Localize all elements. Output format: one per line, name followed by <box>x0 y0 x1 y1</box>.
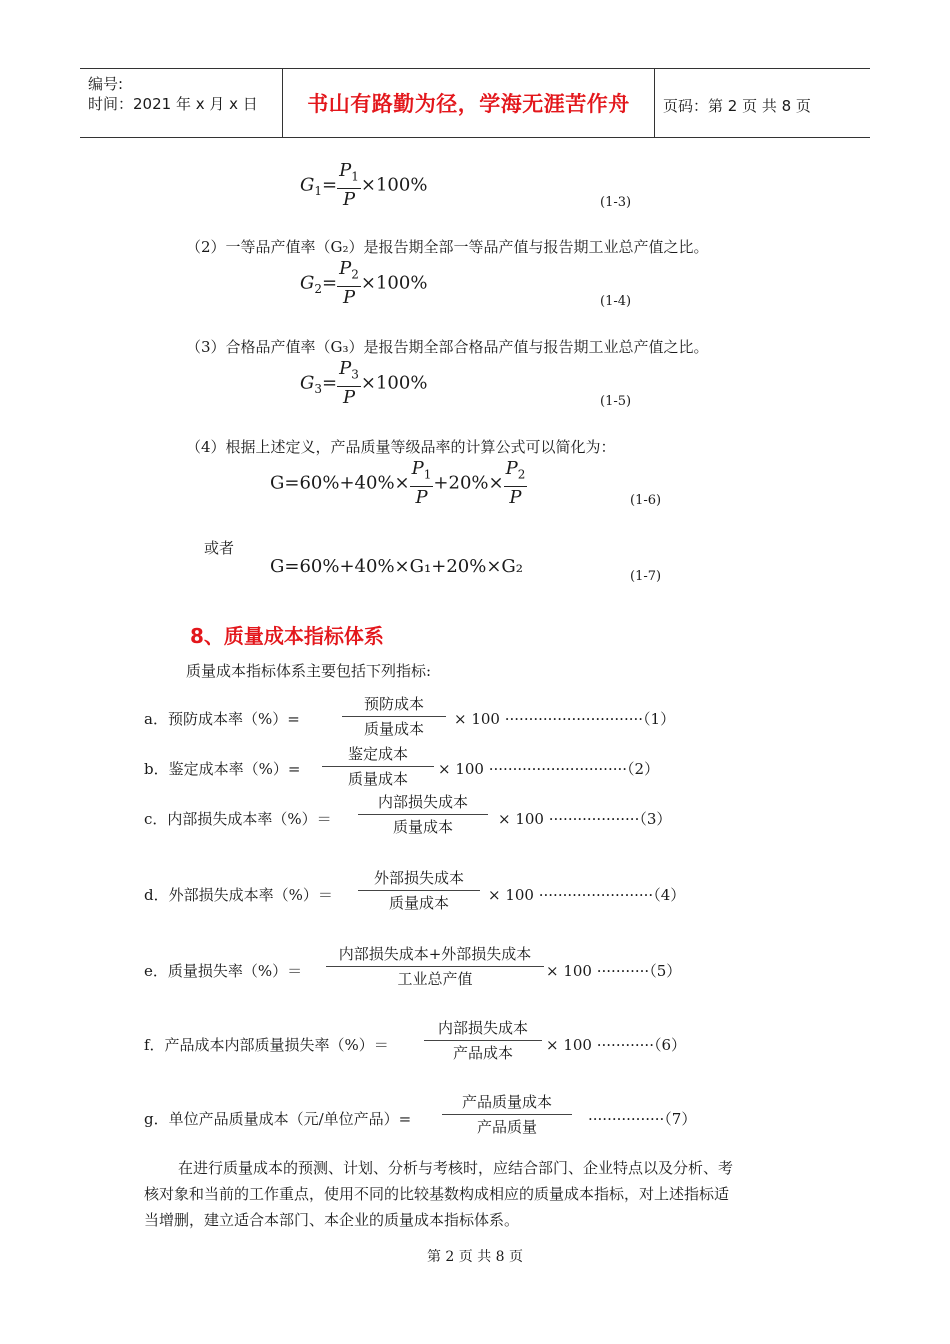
formula-1-7: G=60%+40%×G₁+20%×G₂ <box>270 556 524 577</box>
page-header <box>80 68 870 138</box>
section-intro: 质量成本指标体系主要包括下列指标: <box>186 662 432 680</box>
date-label: 时间：2021 年 x 月 x 日 <box>88 95 258 113</box>
formula-1-3: $G_1=$ $\frac{P_1}{P}$ ×100% <box>300 160 428 210</box>
closing-line-1: 在进行质量成本的预测、计划、分析与考核时，应结合部门、企业特点以及分析、考 <box>178 1159 734 1177</box>
paragraph-4: （4）根据上述定义，产品质量等级品率的计算公式可以简化为： <box>186 438 616 456</box>
equation-tag: (1-7) <box>630 569 662 584</box>
header-motto: 书山有路勤为径，学海无涯苦作舟 <box>283 69 655 137</box>
header-meta <box>80 69 283 137</box>
or-text: 或者 <box>204 539 235 557</box>
equation-tag: (1-4) <box>600 294 632 309</box>
number-label: 编号: <box>88 75 124 93</box>
paragraph-3: （3）合格品产值率（G₃）是报告期全部合格品产值与报告期工业总产值之比。 <box>186 338 709 356</box>
formula-1-5: $G_3=$ $\frac{P_3}{P}$ ×100% <box>300 358 428 408</box>
equation-tag: (1-3) <box>600 195 632 210</box>
equation-tag: (1-5) <box>600 394 632 409</box>
closing-line-2: 核对象和当前的工作重点，使用不同的比较基数构成相应的质量成本指标，对上述指标适 <box>144 1185 730 1203</box>
section-title: 8、质量成本指标体系 <box>190 624 384 648</box>
header-page-label: 页码：第 2 页 共 8 页 <box>663 97 811 115</box>
page-footer: 第 2 页 共 8 页 <box>426 1249 524 1265</box>
formula-1-6: G=60%+40%× $\frac{P_1}{P}$ +20%× $\frac{P_2}{P}$ <box>270 458 526 508</box>
closing-line-3: 当增删，建立适合本部门、本企业的质量成本指标体系。 <box>144 1211 520 1229</box>
equation-tag: (1-6) <box>630 493 662 508</box>
paragraph-2: （2）一等品产值率（G₂）是报告期全部一等品产值与报告期工业总产值之比。 <box>186 238 709 256</box>
formula-1-4: $G_2=$ $\frac{P_2}{P}$ ×100% <box>300 258 428 308</box>
